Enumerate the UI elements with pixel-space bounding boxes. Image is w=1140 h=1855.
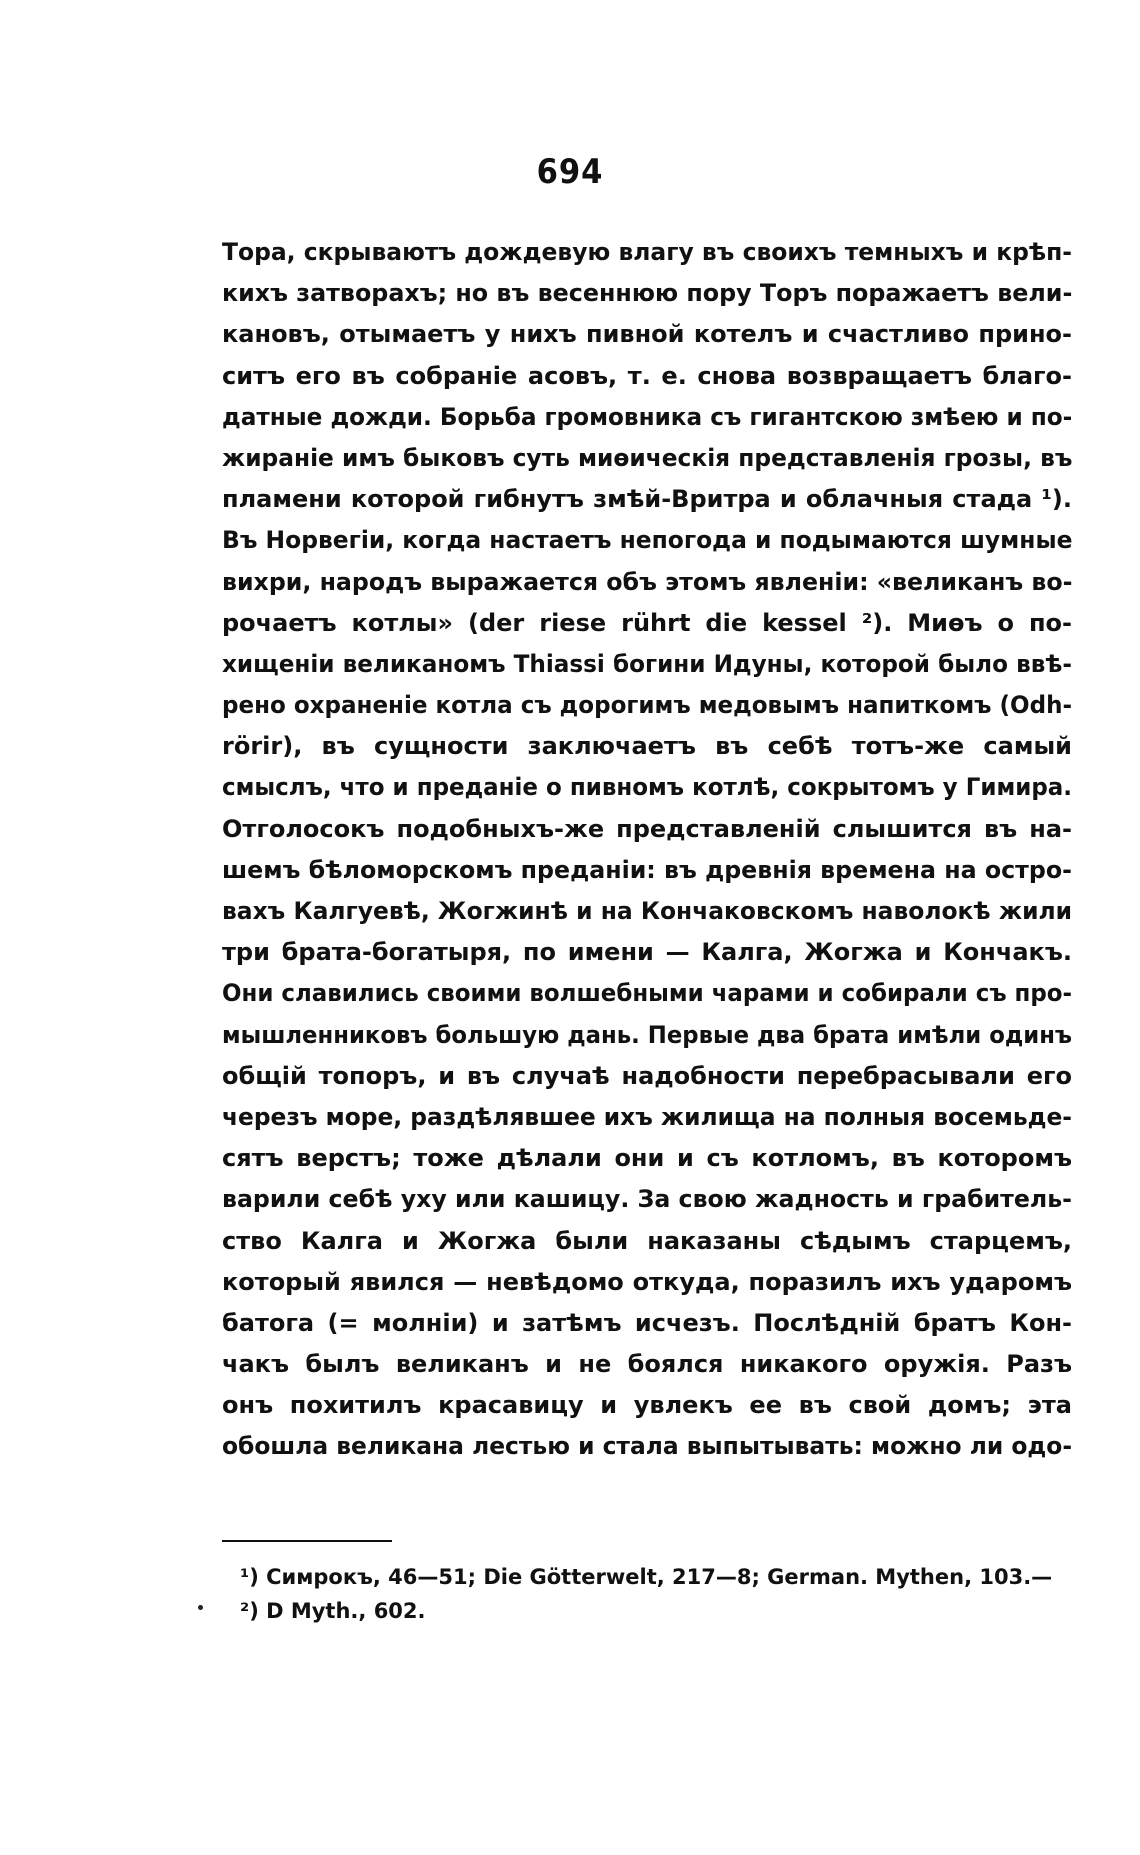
footnote-1: ¹) Симрокъ, 46—51; Die Götterwelt, 217—8; German. Mythen, 103.— [240,1565,1053,1589]
text-line: смыслъ, что и преданіе о пивномъ котлѣ, сокрытомъ у Гимира. [222,773,1072,802]
body-text [222,232,1072,1468]
text-line: Въ Норвегіи, когда настаетъ непогода и подымаются шумные [222,526,1073,555]
text-line: рено охраненіе котла съ дорогимъ медовымъ напиткомъ (Odh- [222,691,1073,720]
footnote-divider [222,1540,392,1542]
footnote-2: ²) D Myth., 602. [240,1599,426,1623]
text-line: шемъ бѣломорскомъ преданіи: въ древнія времена на остро- [222,855,1072,884]
text-line: рочаетъ котлы» (der riese rührt die kessel ²). Миѳъ о по- [222,608,1072,637]
margin-dot [198,1605,203,1610]
text-line: Отголосокъ подобныхъ-же представленій слышится въ на- [222,814,1072,843]
text-line: общій топоръ, и въ случаѣ надобности перебрасывали его [222,1061,1072,1090]
text-line: Тора, скрываютъ дождевую влагу въ своихъ темныхъ и крѣп- [222,238,1073,266]
text-line: черезъ море, раздѣлявшее ихъ жилища на полныя восемьде- [222,1102,1072,1131]
text-line: сятъ верстъ; тоже дѣлали они и съ котломъ, въ которомъ [222,1144,1072,1173]
text-line: который явился — невѣдомо откуда, поразилъ ихъ ударомъ [222,1267,1072,1296]
text-line: кихъ затворахъ; но въ весеннюю пору Торъ поражаетъ вели- [222,279,1073,308]
text-line: варили себѣ уху или кашицу. За свою жадность и грабитель- [222,1185,1072,1214]
text-line: вахъ Калгуевѣ, Жогжинѣ и на Кончаковскомъ наволокѣ жили [222,897,1073,925]
page-number: 694 [536,152,604,192]
text-line: батога (= молніи) и затѣмъ исчезъ. Послѣдній братъ Кон- [222,1308,1072,1337]
text-line: ситъ его въ собраніе асовъ, т. е. снова возвращаетъ благо- [222,361,1072,390]
text-line: кановъ, отымаетъ у нихъ пивной котелъ и счастливо прино- [222,320,1072,349]
text-line: ство Калга и Жогжа были наказаны сѣдымъ старцемъ, [222,1226,1072,1255]
text-line: rörir), въ сущности заключаетъ въ себѣ тотъ-же самый [222,732,1072,761]
text-line: чакъ былъ великанъ и не боялся никакого оружія. Разъ [222,1350,1072,1379]
text-line: три брата-богатыря, по имени — Калга, Жогжа и Кончакъ. [222,938,1072,967]
text-line: вихри, народъ выражается объ этомъ явленіи: «великанъ во- [222,567,1073,596]
footnotes [240,1560,1072,1628]
text-line: хищеніи великаномъ Thiassi богини Идуны, которой было ввѣ- [222,649,1072,678]
text-line: датные дожди. Борьба громовника съ гигантскою змѣею и по- [222,402,1073,431]
text-line: жираніе имъ быковъ суть миѳическія представленія грозы, въ [222,443,1073,472]
text-line: Они славились своими волшебными чарами и собирали съ про- [222,979,1073,1008]
text-line: онъ похитилъ красавицу и увлекъ ее въ свой домъ; эта [222,1391,1072,1420]
text-line: обошла великана лестью и стала выпытывать: можно ли одо- [222,1432,1073,1461]
text-line: пламени которой гибнутъ змѣй-Вритра и облачныя стада ¹). [222,485,1072,514]
text-line: мышленниковъ большую дань. Первые два брата имѣли одинъ [222,1020,1073,1049]
